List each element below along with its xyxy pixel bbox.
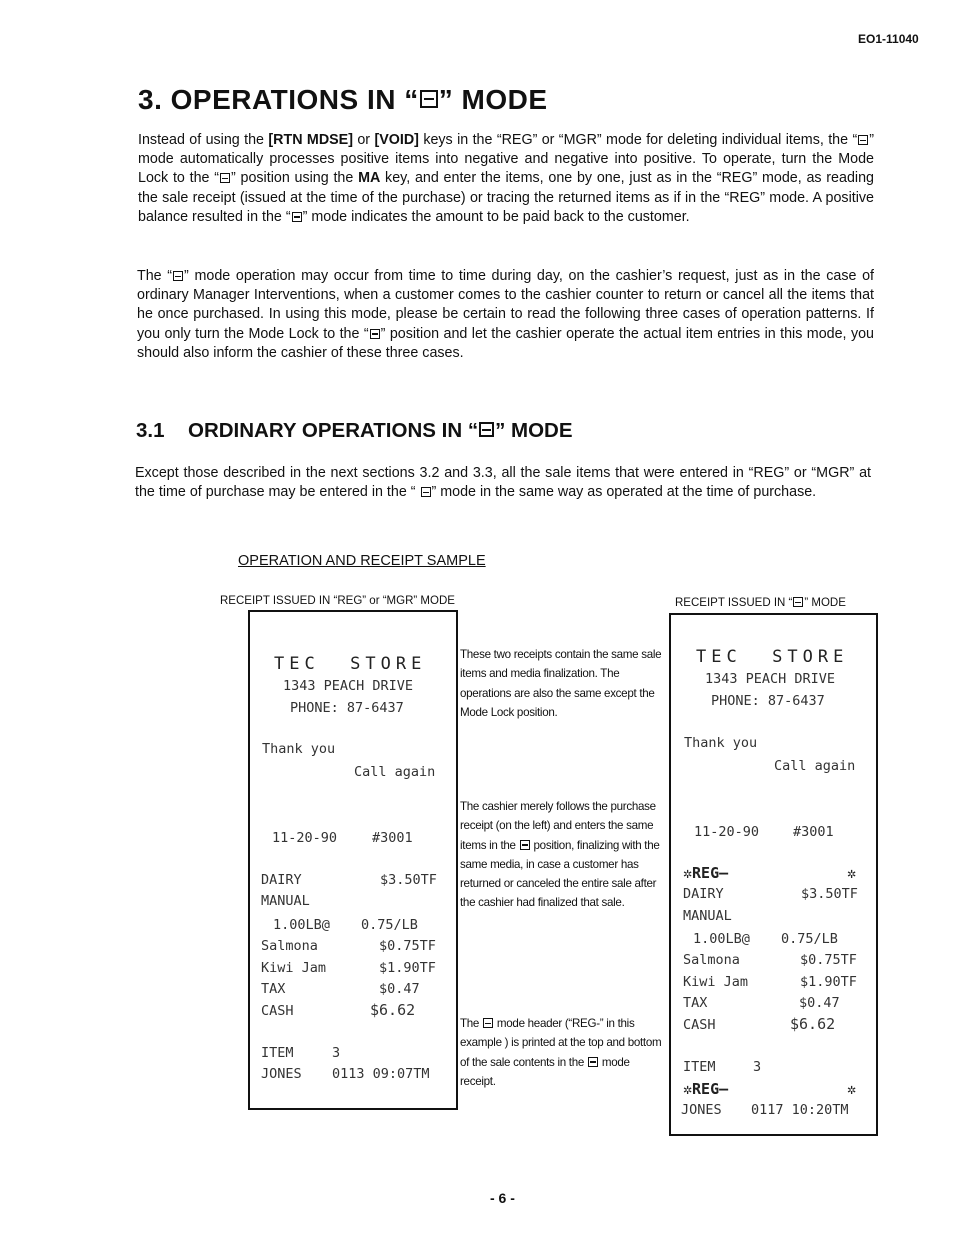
call-again-text: Call again — [774, 758, 856, 774]
document-number: EO1-11040 — [858, 32, 919, 46]
minus-mode-icon — [793, 597, 803, 607]
minus-mode-icon — [588, 1057, 598, 1067]
item-manual-label: MANUAL — [683, 908, 732, 924]
receipt-reg-mode — [248, 610, 458, 1110]
cash-amount: $6.62 — [370, 1001, 416, 1019]
receipt-label-reg: RECEIPT ISSUED IN “REG” or “MGR” MODE — [220, 595, 455, 607]
item-kiwi-amount: $1.90TF — [800, 974, 857, 990]
minus-mode-icon — [173, 271, 183, 281]
cash-label: CASH — [261, 1003, 294, 1019]
item-kiwi-amount: $1.90TF — [379, 960, 436, 976]
tax-amount: $0.47 — [379, 981, 420, 997]
item-count-label: ITEM — [261, 1045, 294, 1061]
cash-amount: $6.62 — [790, 1015, 836, 1033]
item-salmon-label: Salmona — [683, 952, 740, 968]
thank-you-text: Thank you — [684, 735, 758, 751]
clerk-name: JONES — [261, 1066, 302, 1082]
minus-mode-icon — [292, 212, 302, 222]
title-prefix: 3. OPERATIONS IN “ — [138, 84, 419, 115]
store-name: TEC STORE — [274, 654, 427, 674]
mode-header-top: ✲REG— — [683, 864, 729, 882]
mode-header-bottom-end: ✲ — [847, 1080, 857, 1098]
minus-mode-icon — [420, 90, 438, 108]
store-phone: PHONE: 87-6437 — [711, 693, 825, 709]
thank-you-text: Thank you — [262, 741, 336, 757]
minus-mode-icon — [220, 173, 230, 183]
receipt-date: 11-20-90 — [694, 824, 760, 840]
store-address: 1343 PEACH DRIVE — [705, 671, 836, 687]
item-unit-price: 0.75/LB — [781, 931, 838, 947]
page-number: - 6 - — [490, 1190, 515, 1206]
note-mode-header: The mode header (“REG-” in this example ) is printed at the top and bottom of the sale contents in the mode receipt. — [460, 1017, 662, 1088]
note-same-items: These two receipts contain the same sale items and media finalization. The operations are also the same except the Mode Lock position. — [460, 648, 662, 719]
note-cashier-follows: The cashier merely follows the purchase receipt (on the left) and enters the same items in the position, finalizing with the same media, in case a customer has returned or canceled the entire sale after the cashier had finalized that sale. — [460, 800, 660, 910]
item-salmon-amount: $0.75TF — [800, 952, 857, 968]
title-suffix: ” MODE — [438, 84, 548, 115]
minus-mode-icon — [483, 1018, 493, 1028]
cash-label: CASH — [683, 1017, 716, 1033]
tax-label: TAX — [261, 981, 286, 997]
minus-mode-icon — [520, 840, 530, 850]
minus-mode-icon — [421, 487, 431, 497]
clerk-time: 0113 09:07TM — [332, 1066, 430, 1082]
item-salmon-label: Salmona — [261, 938, 318, 954]
intro-paragraph-1: Instead of using the [RTN MDSE] or [VOID] keys in the “REG” or “MGR” mode for deleting individual items, the “ ” mode automatically processes positive items into negative and negative into positive. To operate, turn the Mode Lock to the “ ” position using the MA key, and enter the items, one by one, just as in the “REG” mode, as reading the sale receipt (issued at the time of the purchase) or tracing the returned items as if in the “REG” mode. A positive balance resulted in the “ ” mode indicates the amount to be paid back to the customer. — [138, 132, 874, 225]
receipt-number: #3001 — [372, 830, 413, 846]
tax-label: TAX — [683, 995, 708, 1011]
item-manual-label: MANUAL — [261, 893, 310, 909]
minus-mode-icon — [479, 422, 494, 437]
item-count-label: ITEM — [683, 1059, 716, 1075]
call-again-text: Call again — [354, 764, 436, 780]
item-weight: 1.00LB@ — [693, 931, 750, 947]
minus-mode-icon — [858, 135, 868, 145]
ma-key: MA — [358, 170, 381, 187]
receipt-number: #3001 — [793, 824, 834, 840]
section-number: 3.1 — [136, 419, 165, 442]
rtn-mdse-key: [RTN MDSE] — [268, 132, 353, 148]
operation-label: OPERATION AND RECEIPT SAMPLE — [238, 553, 486, 569]
item-kiwi-label: Kiwi Jam — [683, 974, 749, 990]
clerk-time: 0117 10:20TM — [751, 1102, 849, 1118]
minus-mode-icon — [370, 329, 380, 339]
mode-header-bottom: ✲REG— — [683, 1080, 729, 1098]
item-dept-label: DAIRY — [683, 886, 724, 902]
receipt-label-minus: RECEIPT ISSUED IN “ ” MODE — [675, 597, 846, 609]
item-weight: 1.00LB@ — [273, 917, 330, 933]
item-dept-label: DAIRY — [261, 872, 302, 888]
item-salmon-amount: $0.75TF — [379, 938, 436, 954]
item-count: 3 — [753, 1059, 762, 1075]
item-kiwi-label: Kiwi Jam — [261, 960, 327, 976]
store-name: TEC STORE — [696, 647, 849, 667]
section-heading: 3.1 ORDINARY OPERATIONS IN “ ” MODE — [136, 419, 573, 442]
store-address: 1343 PEACH DRIVE — [283, 678, 414, 694]
tax-amount: $0.47 — [799, 995, 840, 1011]
receipt-date: 11-20-90 — [272, 830, 338, 846]
item-unit-price: 0.75/LB — [361, 917, 418, 933]
section-paragraph: Except those described in the next sections 3.2 and 3.3, all the sale items that were entered in “REG” or “MGR” at the time of purchase may be entered in the “ ” mode in the same way as operated at the time of purchase. — [135, 465, 871, 501]
store-phone: PHONE: 87-6437 — [290, 700, 404, 716]
item-dept-amount: $3.50TF — [380, 872, 437, 888]
mode-header-top-end: ✲ — [847, 864, 857, 882]
clerk-name: JONES — [681, 1102, 722, 1118]
item-dept-amount: $3.50TF — [801, 886, 858, 902]
receipt-minus-mode — [669, 613, 878, 1136]
void-key: [VOID] — [374, 132, 419, 148]
item-count: 3 — [332, 1045, 341, 1061]
page-title — [138, 84, 548, 116]
intro-paragraph-2: The “ ” mode operation may occur from time to time during day, on the cashier’s request, just as in the case of ordinary Manager Interventions, when a customer comes to the cashier counter to return or cancel all the items that he once purchased. In using this mode, please be certain to read the following three cases of operation patterns. If you only turn the Mode Lock to the “ ” position and let the cashier operate the actual item entries in this mode, you should also inform the cashier of these three cases. — [137, 268, 874, 361]
